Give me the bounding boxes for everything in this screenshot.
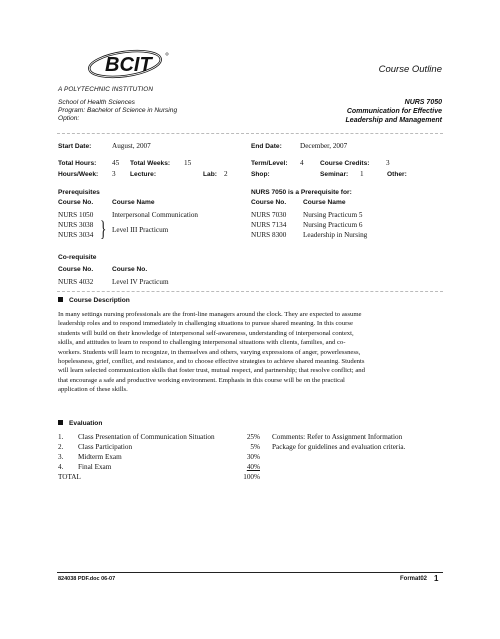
eval-item-name: Class Participation xyxy=(78,443,133,451)
course-credits-value: 3 xyxy=(386,159,390,167)
seminar-label: Seminar: xyxy=(320,171,349,178)
prereq-for-row-no: NURS 7134 xyxy=(251,221,287,229)
prereq-for-row-no: NURS 7030 xyxy=(251,211,287,219)
program-name: Program: Bachelor of Science in Nursing xyxy=(58,107,178,114)
prereq-col-no: Course No. xyxy=(58,199,94,206)
eval-comments-line2: Package for guidelines and evaluation criteria. xyxy=(272,443,406,451)
eval-item-num: 4. xyxy=(58,463,64,471)
school-name: School of Health Sciences xyxy=(58,99,135,106)
description-line: In many settings nursing professionals are the front-line managers around the clock. They are expected to assume xyxy=(58,311,362,318)
prerequisites-heading: Prerequisites xyxy=(58,189,100,196)
prereq-for-row-name: Nursing Practicum 5 xyxy=(303,211,363,219)
eval-item-pct: 40% xyxy=(246,463,260,471)
bcit-logo xyxy=(85,46,175,86)
coreq-col-name: Course No. xyxy=(112,266,148,273)
lab-value: 2 xyxy=(224,170,228,178)
coreq-row-name: Level IV Practicum xyxy=(112,278,169,286)
logo-text: BCIT xyxy=(105,54,152,76)
description-line: will learn selected communication skills that foster trust, mutual respect, and partnership; that resolve conflict; and xyxy=(58,367,365,375)
prereq-row-no: NURS 3034 xyxy=(58,231,94,239)
prereq-for-row-name: Leadership in Nursing xyxy=(303,231,368,239)
course-code: NURS 7050 xyxy=(404,99,442,106)
description-line: students will build on their knowledge of interpersonal self-awareness, understanding of interpersonal context, xyxy=(58,329,354,337)
description-body xyxy=(58,310,458,395)
end-date-value: December, 2007 xyxy=(300,142,348,150)
footer-file: 824038 PDF.doc 06-07 xyxy=(58,576,116,582)
bullet-square-icon xyxy=(58,297,63,302)
evaluation-heading xyxy=(58,420,102,427)
total-hours-label: Total Hours: xyxy=(58,160,97,167)
footer-format: Format02 xyxy=(400,576,428,582)
eval-item-pct: 5% xyxy=(250,443,260,451)
bcit-logo-graphic xyxy=(85,46,175,86)
hours-week-label: Hours/Week: xyxy=(58,171,99,178)
description-line: hopelessness, grief, conflict, and resistance, and to choose effective strategies to achieve shared meaning. Students xyxy=(58,358,365,366)
lab-label: Lab: xyxy=(203,171,217,178)
prereq-row-name: Level III Practicum xyxy=(112,226,169,234)
total-weeks-label: Total Weeks: xyxy=(130,160,171,167)
description-line: workers. Students will learn to recognize, in themselves and others, varying expressions of anger, powerlessness, xyxy=(58,348,361,356)
total-hours-value: 45 xyxy=(112,159,120,167)
description-line: that encourage a safe and productive working environment. Emphasis in this course will be on the practical xyxy=(58,376,345,384)
page-number: 1 xyxy=(434,574,439,583)
eval-comments-line1: Comments: Refer to Assignment Information xyxy=(272,433,403,441)
term-level-label: Term/Level: xyxy=(251,160,288,167)
eval-total-label: TOTAL xyxy=(58,473,81,481)
logo-tagline: A POLYTECHNIC INSTITUTION xyxy=(58,86,154,93)
footer-rule xyxy=(57,572,443,573)
corequisite-heading: Co-requisite xyxy=(58,254,97,261)
description-heading xyxy=(58,297,130,304)
divider xyxy=(57,133,443,134)
brace-icon: } xyxy=(100,216,107,241)
prereq-row-no: NURS 3038 xyxy=(58,221,94,229)
prereq-row-no: NURS 1050 xyxy=(58,211,94,219)
prereq-for-row-name: Nursing Practicum 6 xyxy=(303,221,363,229)
prereq-for-col-no: Course No. xyxy=(251,199,287,206)
course-credits-label: Course Credits: xyxy=(320,160,370,167)
hours-week-value: 3 xyxy=(112,170,116,178)
total-weeks-value: 15 xyxy=(184,159,192,167)
prereq-for-row-no: NURS 8300 xyxy=(251,231,287,239)
coreq-row-no: NURS 4032 xyxy=(58,278,94,286)
prereq-for-heading: NURS 7050 is a Prerequisite for: xyxy=(251,189,352,196)
prereq-col-name: Course Name xyxy=(112,199,155,206)
eval-item-name: Final Exam xyxy=(78,463,112,471)
course-title-line1: Communication for Effective xyxy=(346,108,442,115)
description-line: application of these skills. xyxy=(58,386,128,394)
prereq-for-col-name: Course Name xyxy=(303,199,346,206)
description-line: leadership roles and to respond immediately in challenging situations to pursue shared meaning. In this course xyxy=(58,320,353,328)
shop-label: Shop: xyxy=(251,171,270,178)
prereq-row-name: Interpersonal Communication xyxy=(112,211,199,219)
eval-item-pct: 25% xyxy=(246,433,260,441)
other-label: Other: xyxy=(387,171,407,178)
eval-item-num: 1. xyxy=(58,433,64,441)
eval-item-pct: 30% xyxy=(246,453,260,461)
bullet-square-icon xyxy=(58,420,63,425)
eval-total-pct: 100% xyxy=(243,473,260,481)
eval-item-num: 3. xyxy=(58,453,64,461)
course-title-line2: Leadership and Management xyxy=(345,117,442,124)
evaluation-heading-text: Evaluation xyxy=(69,420,103,427)
term-level-value: 4 xyxy=(300,159,304,167)
doc-type: Course Outline xyxy=(378,64,442,75)
end-date-label: End Date: xyxy=(251,143,282,150)
lecture-label: Lecture: xyxy=(130,171,157,178)
eval-item-name: Midterm Exam xyxy=(78,453,122,461)
coreq-col-no: Course No. xyxy=(58,266,94,273)
description-line: skills, and attitudes to learn to respond to challenging interpersonal situations with clients, families, and co- xyxy=(58,339,346,347)
seminar-value: 1 xyxy=(360,170,364,178)
option-label: Option: xyxy=(58,115,80,122)
start-date-value: August, 2007 xyxy=(112,142,151,150)
start-date-label: Start Date: xyxy=(58,143,92,150)
eval-item-num: 2. xyxy=(58,443,64,451)
description-heading-text: Course Description xyxy=(69,297,130,304)
eval-item-name: Class Presentation of Communication Situation xyxy=(78,433,215,441)
divider xyxy=(57,291,443,292)
